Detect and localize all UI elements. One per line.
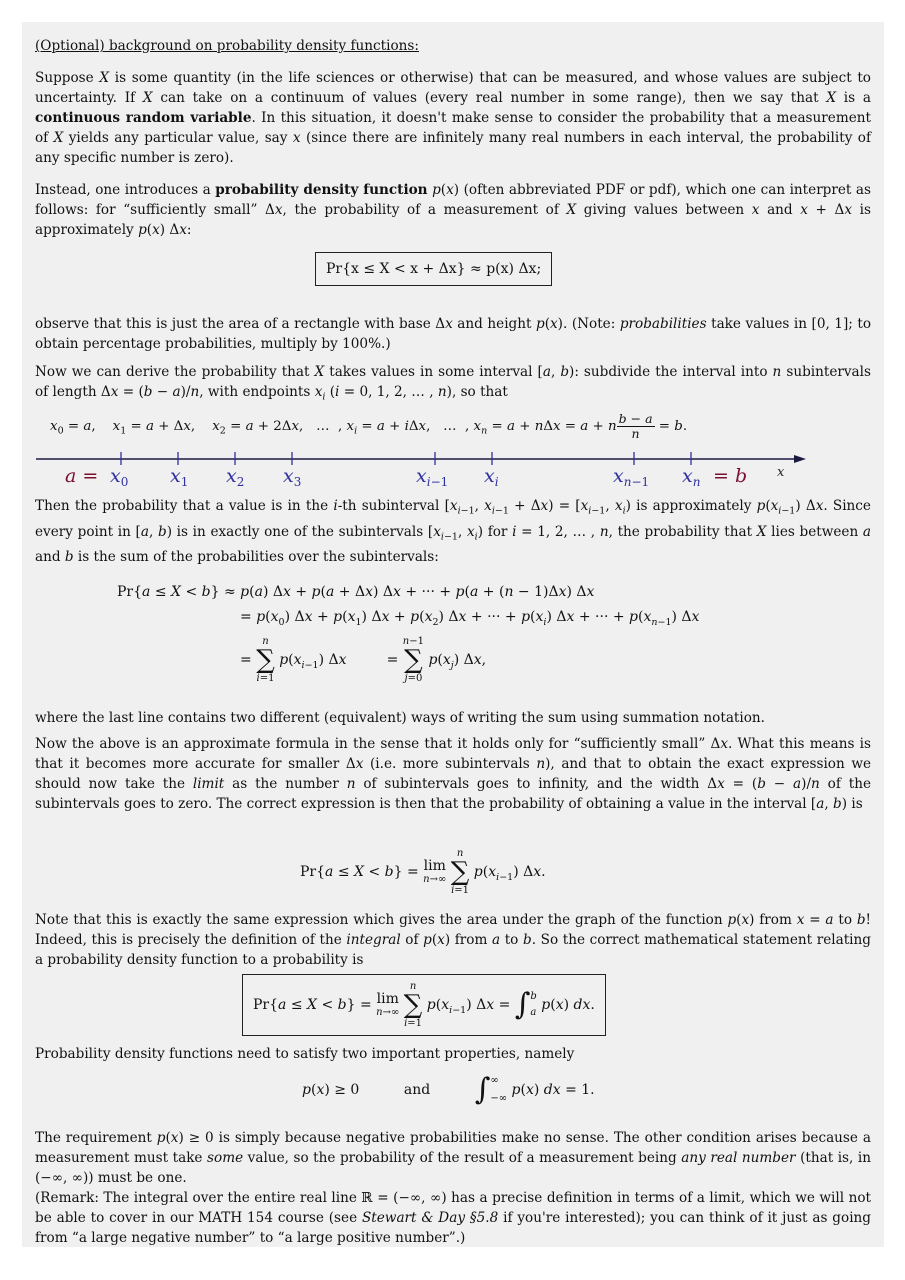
label-x3: $x_3$ <box>283 465 302 489</box>
paragraph-pdf-definition: Instead, one introduces a probability density function p(x) (often abbreviated PDF or pdf), which one can interpret as follows: for “sufficiently small” Δx, the probability of a measurement of X giving values between x and x + Δx is approximately p(x) Δx: <box>35 182 871 238</box>
paragraph-requirements: The requirement p(x) ≥ 0 is simply because negative probabilities make no sense. The other condition arises because a measurement must take some value, so the probability of the result of a measurement being any real number (that is, in (−∞, ∞)) must be one. <box>35 1130 871 1186</box>
equation-endpoints: $x_0 = a$, $x_1 = a + \Delta x$, $x_2 = a + 2\Delta x$, … , $x_i = a + i\Delta x$, … , $x_n = a + n\Delta x = a + n$ $\frac{b - a}{n}$ = b. <box>50 411 688 441</box>
label-x2: $x_2$ <box>226 465 245 489</box>
label-axis-x: x <box>777 465 785 480</box>
label-b: = b <box>713 465 748 487</box>
label-a: a = <box>65 465 99 487</box>
equation-sum-line2: = $p(x_0) \Delta x + p(x_1) \Delta x + p(x_2) \Delta x$ + ··· + $p(x_i) \Delta x$ + ··· + $p(x_{n-1})$ Δx <box>240 609 700 628</box>
label-x0: $x_0$ <box>110 465 129 489</box>
label-x1: $x_1$ <box>170 465 189 489</box>
equation-boxed-pdf-approx: Pr{x ≤ X < x + Δx} ≈ p(x) Δx; <box>315 252 552 286</box>
paragraph-limit: Now the above is an approximate formula in the sense that it holds only for “sufficiently small” Δx. What this means is that it becomes more accurate for smaller Δx (i.e. more subintervals n), and that to obtain the exact expression we should now take the limit as the number n of subintervals goes to infinity, and the width Δx = (b − a)/n of the subintervals goes to zero. The correct expression is then that the probability of obtaining a value in the interval [a, b) is <box>35 736 871 812</box>
equation-limit: Pr{a ≤ X < b} = lim n→∞ n ∑ i=1 $p(x_{i-1})$ Δx. <box>300 848 546 896</box>
label-xn-1: $x_n-1$ <box>613 465 650 489</box>
paragraph-intro: Suppose X is some quantity (in the life sciences or otherwise) that can be measured, and whose values are subject to uncertainty. If X can take on a continuum of values (every real number in some range), then we say that X is a continuous random variable. In this situation, it doesn't make sense to consider the probability that a measurement of X yields any particular value, say x (since there are infinitely many real numbers in each interval, the probability of any specific number is zero). <box>35 70 871 166</box>
label-xi-1: $x_i-1$ <box>416 465 449 489</box>
paragraph-properties: Probability density functions need to satisfy two important properties, namely <box>35 1046 575 1062</box>
paragraph-integral-connection: Note that this is exactly the same expression which gives the area under the graph of the function p(x) from x = a to b! Indeed, this is precisely the definition of the integral of p(x) from a to b. So the correct mathematical statement relating a probability density function to a probability is <box>35 912 871 968</box>
paragraph-remark: (Remark: The integral over the entire real line ℝ = (−∞, ∞) has a precise definition in terms of a limit, which we will not be able to cover in our MATH 154 course (see Stewart & Day §5.8 if you're interested); you can think of it just as going from “a large negative number” to “a large positive number”.) <box>35 1190 871 1246</box>
paragraph-subinterval-probability: Then the probability that a value is in the i-th subinterval [$x_{i-1}$, $x_{i-1} + \Delta x) = [x_{i-1}$, $x_i$) is approximately $p(x_{i-1})$ Δx. Since every point in [a, b) is in exactly one of the subintervals [$x_{i-1}$, $x_i$) for i = 1, 2, … , n, the probability that X lies between a and b is the sum of the probabilities over the subintervals: <box>35 498 872 566</box>
axis-arrow <box>794 455 806 463</box>
label-xn: $x_n$ <box>682 465 701 489</box>
number-line-diagram <box>32 448 832 490</box>
equation-boxed-integral: Pr{a ≤ X < b} = lim n→∞ n ∑ i=1 $p(x_{i-1}) \Delta x$ = ∫ b a p(x) dx. <box>242 974 606 1036</box>
equation-sum-line1: Pr{a ≤ X < b} ≈ p(a) Δx + p(a + Δx) Δx + ··· + p(a + (n − 1)Δx) Δx <box>117 584 595 600</box>
paragraph-rectangle-area: observe that this is just the area of a rectangle with base Δx and height p(x). (Note: probabilities take values in [0, 1]; to obtain percentage probabilities, multiply by 100%.) <box>35 316 871 352</box>
label-xi: $x_i$ <box>484 465 499 489</box>
equation-properties: p(x) ≥ 0 and ∫ ∞ −∞ p(x) dx = 1. <box>302 1072 595 1107</box>
paragraph-summation-note: where the last line contains two different (equivalent) ways of writing the sum using summation notation. <box>35 710 766 726</box>
equation-sum-line3: = n ∑ i=1 $p(x_{i-1})$ Δx = n−1 ∑ j=0 $p(x_j)$ Δx, <box>240 636 487 684</box>
section-heading: (Optional) background on probability density functions: <box>35 38 419 54</box>
paragraph-subdivide: Now we can derive the probability that X takes values in some interval [a, b): subdivide the interval into n subintervals of length Δx = (b − a)/n, with endpoints $x_i$ (i = 0, 1, 2, … , n), so that <box>35 364 871 403</box>
document-page <box>22 22 884 1247</box>
